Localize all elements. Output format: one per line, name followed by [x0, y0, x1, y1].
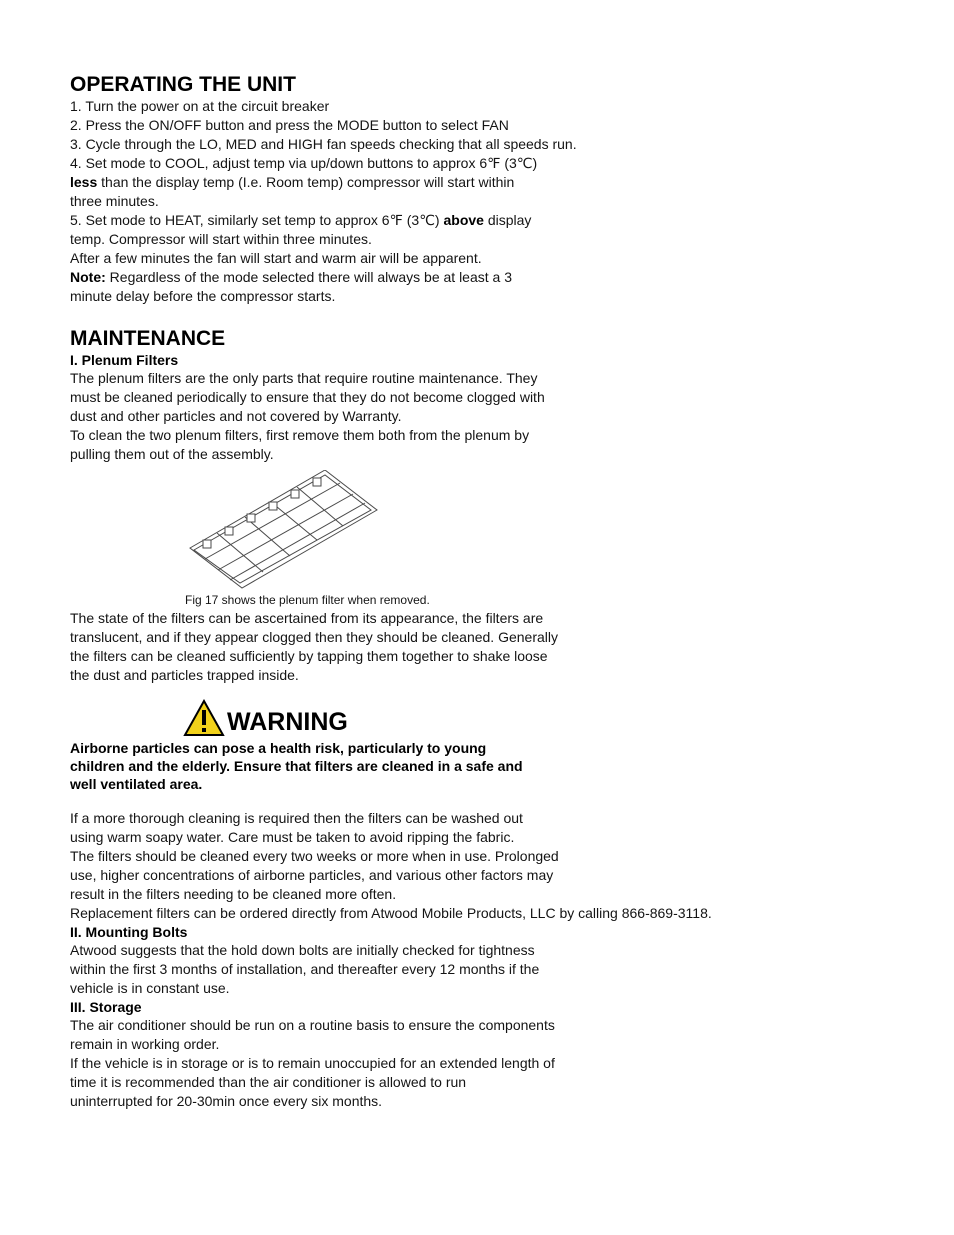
operating-title: OPERATING THE UNIT	[70, 73, 296, 96]
operating-note-cont: minute delay before the compressor starts.	[70, 288, 336, 304]
cleaning-line-2: using warm soapy water. Care must be taken to avoid ripping the fabric.	[70, 829, 515, 845]
warning-title: WARNING	[227, 708, 348, 736]
plenum-line-6: The state of the filters can be ascertained from its appearance, the filters are	[70, 610, 544, 626]
storage-line-4: time it is recommended than the air conditioner is allowed to run	[70, 1074, 467, 1090]
plenum-line-4: To clean the two plenum filters, first remove them both from the plenum by	[70, 427, 530, 443]
note-label: Note:	[70, 269, 106, 285]
storage-line-1: The air conditioner should be run on a routine basis to ensure the components	[70, 1017, 555, 1033]
operating-note	[70, 268, 790, 287]
cleaning-line-3: The filters should be cleaned every two weeks or more when in use. Prolonged	[70, 848, 559, 864]
operating-step-5-cont: temp. Compressor will start within three minutes.	[70, 231, 372, 247]
warning-triangle-icon	[183, 699, 225, 737]
operating-step-5-end: display	[483, 212, 532, 228]
bolts-line-3: vehicle is in constant use.	[70, 980, 230, 996]
above-emphasis: above	[443, 212, 484, 228]
storage-heading: III. Storage	[70, 999, 142, 1015]
plenum-line-8: the filters can be cleaned sufficiently by tapping them together to shake loose	[70, 648, 548, 664]
plenum-line-1: The plenum filters are the only parts that require routine maintenance. They	[70, 370, 538, 386]
warning-line-3: well ventilated area.	[70, 776, 203, 792]
less-emphasis: less	[70, 174, 98, 190]
storage-line-2: remain in working order.	[70, 1036, 220, 1052]
operating-after: After a few minutes the fan will start and warm air will be apparent.	[70, 250, 482, 266]
plenum-line-9: the dust and particles trapped inside.	[70, 667, 299, 683]
bolts-line-1: Atwood suggests that the hold down bolts are initially checked for tightness	[70, 942, 535, 958]
plenum-filter-figure	[185, 470, 385, 590]
operating-step-1: 1. Turn the power on at the circuit breaker	[70, 98, 330, 114]
warning-line-1: Airborne particles can pose a health risk, particularly to young	[70, 740, 487, 756]
note-text: Regardless of the mode selected there will always be at least a 3	[105, 269, 512, 285]
operating-step-2: 2. Press the ON/OFF button and press the MODE button to select FAN	[70, 117, 509, 133]
plenum-line-3: dust and other particles and not covered by Warranty.	[70, 408, 402, 424]
operating-step-5-start: 5. Set mode to HEAT, similarly set temp to approx 6℉ (3℃)	[70, 212, 444, 228]
operating-step-4-rest: than the display temp (I.e. Room temp) compressor will start within	[97, 174, 515, 190]
plenum-line-2: must be cleaned periodically to ensure that they do not become clogged with	[70, 389, 545, 405]
mounting-bolts-heading: II. Mounting Bolts	[70, 924, 188, 940]
bolts-line-2: within the first 3 months of installation, and thereafter every 12 months if the	[70, 961, 540, 977]
manual-page	[70, 72, 790, 1111]
warning-header	[183, 699, 790, 739]
storage-line-3: If the vehicle is in storage or is to remain unoccupied for an extended length of	[70, 1055, 555, 1071]
storage-line-5: uninterrupted for 20-30min once every six months.	[70, 1093, 383, 1109]
plenum-filters-heading: I. Plenum Filters	[70, 352, 179, 368]
operating-step-4-cont	[70, 173, 790, 192]
plenum-line-7: translucent, and if they appear clogged then they should be cleaned. Generally	[70, 629, 558, 645]
figure-caption: Fig 17 shows the plenum filter when removed.	[185, 593, 430, 607]
plenum-filter-illustration	[185, 470, 385, 590]
replacement-filters-line: Replacement filters can be ordered directly from Atwood Mobile Products, LLC by calling 866-869-3118.	[70, 905, 712, 921]
operating-step-3: 3. Cycle through the LO, MED and HIGH fan speeds checking that all speeds run.	[70, 136, 577, 152]
warning-line-2: children and the elderly. Ensure that filters are cleaned in a safe and	[70, 758, 523, 774]
cleaning-line-1: If a more thorough cleaning is required then the filters can be washed out	[70, 810, 523, 826]
plenum-line-5: pulling them out of the assembly.	[70, 446, 274, 462]
operating-step-5	[70, 211, 790, 230]
cleaning-line-4: use, higher concentrations of airborne particles, and various other factors may	[70, 867, 554, 883]
operating-step-4-end: three minutes.	[70, 193, 159, 209]
cleaning-line-5: result in the filters needing to be cleaned more often.	[70, 886, 397, 902]
operating-step-4: 4. Set mode to COOL, adjust temp via up/down buttons to approx 6℉ (3℃)	[70, 155, 538, 171]
maintenance-title: MAINTENANCE	[70, 327, 226, 350]
